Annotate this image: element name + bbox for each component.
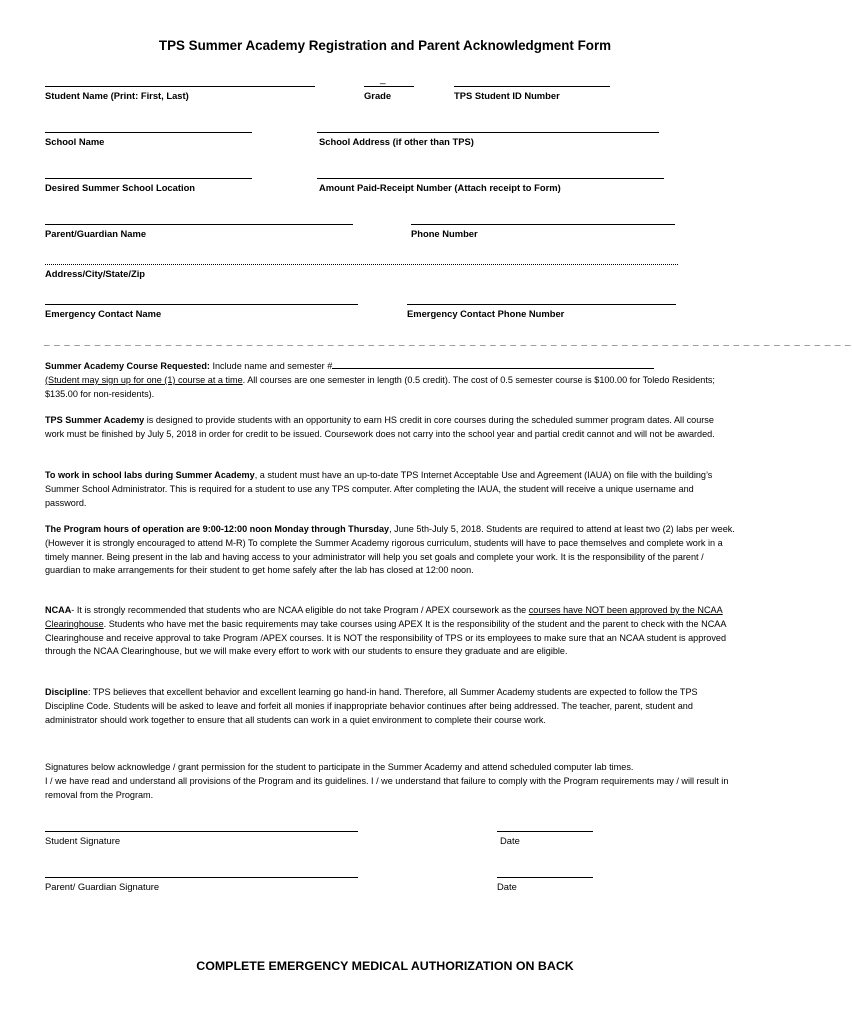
phone-line[interactable] <box>411 224 675 225</box>
student-id-line[interactable] <box>454 86 610 87</box>
school-address-line[interactable] <box>317 132 659 133</box>
address-label: Address/City/State/Zip <box>45 268 146 279</box>
labs-paragraph <box>45 469 735 510</box>
school-name-label: School Name <box>45 136 105 147</box>
location-label: Desired Summer School Location <box>45 182 196 193</box>
grade-label: Grade <box>364 90 392 101</box>
signatures-line-2: I / we have read and understand all provisions of the Program and its guidelines. I / we understand that failure to comply with the Program requirements may / will result in removal from the Program. <box>45 775 729 800</box>
ncaa-paragraph <box>45 604 735 659</box>
course-heading: Summer Academy Course Requested: <box>45 361 210 371</box>
course-text: Include name and semester # <box>209 361 333 371</box>
labs-heading: To work in school labs during Summer Academy <box>45 470 255 480</box>
student-signature-label: Student Signature <box>45 835 121 846</box>
discipline-text: : TPS believes that excellent behavior and excellent learning go hand-in hand. Therefore, all Summer Academy students are expected to follow the TPS Discipline Code. Students will be asked to leave and forfeit all monies if inappropriate behavior continues after being addressed. The teacher, parent, student and administrator should work together to ensure that all students can work in a quiet environment to complete their course work. <box>45 687 698 725</box>
emergency-phone-label: Emergency Contact Phone Number <box>407 308 565 319</box>
phone-label: Phone Number <box>411 228 478 239</box>
separator: _ _ _ _ _ _ _ _ _ _ _ _ _ _ _ _ _ _ _ _ _ _ _ _ _ _ _ _ _ _ _ _ _ _ _ _ _ _ _ _ _ _ _ _ _ _ _ _ _ _ _ _ _ _ _ _ _ _ _ _ _ _ _ _ _ _ _ _ _ _ _ _ _ _ _ _ _ _ _ _ <box>44 336 852 347</box>
date-label-1: Date <box>500 835 520 846</box>
date-label-2: Date <box>497 881 517 892</box>
page-title: TPS Summer Academy Registration and Parent Acknowledgment Form <box>158 38 612 53</box>
student-signature-line[interactable] <box>45 831 358 832</box>
emergency-contact-line[interactable] <box>45 304 358 305</box>
discipline-paragraph <box>45 686 735 727</box>
tps-heading: TPS Summer Academy <box>45 415 145 425</box>
date-line-2[interactable] <box>497 877 593 878</box>
hours-paragraph <box>45 523 735 578</box>
parent-name-line[interactable] <box>45 224 353 225</box>
labs-text: , a student must have an up-to-date TPS Internet Acceptable Use and Agreement (IAUA) on file with the building’s Summer School Administrator. This is required for a student to use any TPS computer. After completing the IAUA, the student will receive a unique username and password. <box>45 470 713 508</box>
parent-signature-label: Parent/ Guardian Signature <box>45 881 160 892</box>
signatures-line-1: Signatures below acknowledge / grant permission for the student to participate in the Summer Academy and attend scheduled computer lab times. <box>45 762 634 772</box>
ncaa-text-1: - It is strongly recommended that students who are NCAA eligible do not take Program / APEX coursework as the <box>71 605 529 615</box>
amount-paid-label: Amount Paid-Receipt Number (Attach receipt to Form) <box>319 182 561 193</box>
course-underlined: (Student may sign up for one (1) course at a time <box>45 374 243 385</box>
hours-heading: The Program hours of operation are 9:00-12:00 noon Monday through Thursday <box>45 524 390 534</box>
emergency-phone-line[interactable] <box>407 304 676 305</box>
ncaa-text-2: . Students who have met the basic requirements may take courses using APEX It is the responsibility of the student and the parent to check with the NCAA Clearinghouse and receive approval to take Program /APEX courses. It is NOT the responsibility of TPS or its employees to make sure that an NCAA student is approved through the NCAA Clearinghouse, but we will make every effort to work with our students to ensure they graduate and are eligible. <box>45 618 727 657</box>
tps-text: is designed to provide students with an opportunity to earn HS credit in core courses during the scheduled summer program dates. All course work must be finished by July 5, 2018 in order for credit to be issued. Coursework does not carry into the school year and partial credit cannot and will not be awarded. <box>45 415 715 439</box>
signatures-paragraph <box>45 761 735 802</box>
grade-line[interactable] <box>364 86 414 87</box>
date-line-1[interactable] <box>497 831 593 832</box>
school-name-line[interactable] <box>45 132 252 133</box>
footer-notice: COMPLETE EMERGENCY MEDICAL AUTHORIZATION ON BACK <box>196 959 574 973</box>
parent-name-label: Parent/Guardian Name <box>45 228 147 239</box>
course-paragraph <box>45 359 735 401</box>
tps-paragraph <box>45 414 735 442</box>
ncaa-heading: NCAA <box>45 605 72 615</box>
student-name-label: Student Name (Print: First, Last) <box>45 90 189 101</box>
location-line[interactable] <box>45 178 252 179</box>
course-rest: . All courses are one semester in length (0.5 credit). The cost of 0.5 semester course is $100.00 for Toledo Residents; $135.00 for non-residents). <box>45 374 715 399</box>
emergency-contact-label: Emergency Contact Name <box>45 308 162 319</box>
ncaa-underlined: courses have NOT been approved by the NCAA Clearinghouse <box>45 605 723 629</box>
hours-text: , June 5th-July 5, 2018. Students are required to attend at least two (2) labs per week. (However it is strongly encouraged to attend M-R) To complete the Summer Academy rigorous curriculum, students will have to pace themselves and complete work in a timely manner. Being present in the lab and having access to your administrator will help you set goals and complete your work. It is the responsibility of the parent / guardian to make arrangements for their student to get home safely after the lab has closed at 12:00 noon. <box>45 524 735 576</box>
grade-value: _ <box>380 74 386 85</box>
student-name-line[interactable] <box>45 86 315 87</box>
school-address-label: School Address (if other than TPS) <box>319 136 474 147</box>
parent-signature-line[interactable] <box>45 877 358 878</box>
discipline-heading: Discipline <box>45 687 88 697</box>
address-line[interactable] <box>45 264 678 265</box>
student-id-label: TPS Student ID Number <box>454 90 560 101</box>
amount-paid-line[interactable] <box>317 178 664 179</box>
course-input-line[interactable] <box>332 359 654 369</box>
